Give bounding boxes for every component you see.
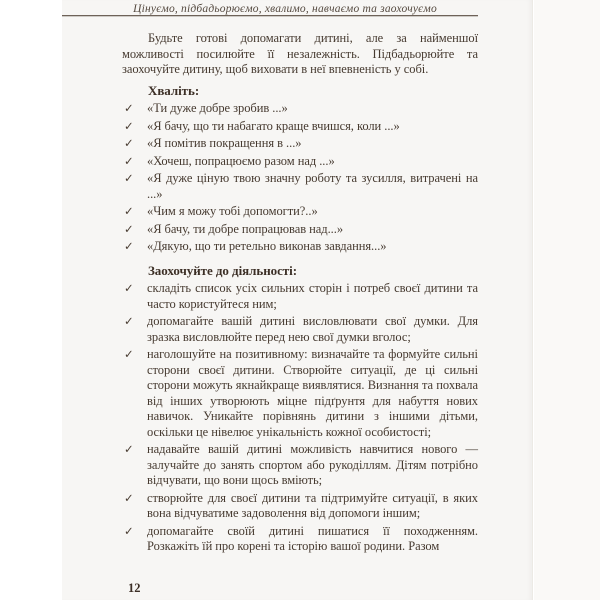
list-item <box>122 491 478 522</box>
check-icon: ✓ <box>124 118 134 133</box>
list-item-text: надавайте вашій дитині можливість навчитися нового — залучайте до занять спортом або рукоділлям. Дітям потрібно відчувати, що вони щось вміють; <box>147 442 478 487</box>
list-item <box>122 119 478 135</box>
list-item <box>122 101 478 117</box>
list-item <box>122 154 478 170</box>
page-number: 12 <box>128 581 141 595</box>
check-icon: ✓ <box>124 101 134 115</box>
check-icon: ✓ <box>124 136 134 150</box>
check-icon: ✓ <box>124 281 134 295</box>
list-item <box>122 442 478 489</box>
list-item-text: «Чим я можу тобі допомогти?..» <box>147 204 318 218</box>
check-icon: ✓ <box>124 442 134 456</box>
list-item-text: допомагайте вашій дитині висловлювати свої думки. Для зразка висловлюйте перед нею свої думки вголос; <box>147 314 478 344</box>
list-item-text: «Я помітив покращення в ...» <box>147 136 302 150</box>
list-item <box>122 347 478 440</box>
list-item <box>122 524 478 555</box>
list-item <box>122 204 478 220</box>
check-icon: ✓ <box>124 523 134 538</box>
list-item-text: допомагайте своїй дитині пишатися її походженням. Розкажіть їй про корені та історію вашої родини. Разом <box>147 523 478 553</box>
check-icon: ✓ <box>124 171 134 185</box>
praise-heading: Хваліть: <box>148 82 200 98</box>
list-item <box>122 136 478 152</box>
list-item-text: «Ти дуже добре зробив ...» <box>147 101 288 115</box>
book-page <box>62 0 533 600</box>
scan-right-margin <box>534 0 600 600</box>
list-item-text: «Я дуже ціную твою значну роботу та зусилля, витрачені на ...» <box>147 171 478 201</box>
check-icon: ✓ <box>124 153 134 168</box>
list-item-text: «Я бачу, ти добре попрацював над...» <box>147 221 344 236</box>
list-item <box>122 314 478 345</box>
check-icon: ✓ <box>124 221 134 236</box>
list-item-text: створюйте для своєї дитини та підтримуйте ситуації, в яких вона відчуватиме задоволення від допомоги іншим; <box>147 490 478 520</box>
list-item <box>122 281 478 312</box>
list-item <box>122 239 478 255</box>
list-item-text: «Хочеш, попрацюємо разом над ...» <box>147 153 335 168</box>
header-rule <box>62 15 478 16</box>
running-header: Цінуємо, підбадьорюємо, хвалимо, навчаємо та заохочуємо <box>133 3 437 15</box>
check-icon: ✓ <box>124 314 134 328</box>
check-icon: ✓ <box>124 347 134 361</box>
list-item <box>122 171 478 202</box>
encourage-heading: Заохочуйте до діяльності: <box>148 262 297 278</box>
list-item-text: «Дякую, що ти ретельно виконав завдання...» <box>147 239 387 253</box>
list-item-text: складіть список усіх сильних сторін і потреб своєї дитини та часто користуйтеся ним; <box>147 281 478 311</box>
check-icon: ✓ <box>124 490 134 505</box>
list-item-text: «Я бачу, що ти набагато краще вчишся, коли ...» <box>147 118 400 133</box>
page-content <box>122 31 478 557</box>
list-item-text: наголошуйте на позитивному: визначайте та формуйте сильні сторони своєї дитини. Створюйте ситуації, де ці сильні сторони можуть якнайкраще виявлятися. Визнання та похвала від інших утворюють міцне підґрунтя для набуття нових навичок. Уникайте порівнянь дитини з іншими дітьми, оскільки це нівелює унікальність кожної особистості; <box>147 347 478 439</box>
check-icon: ✓ <box>124 204 134 218</box>
check-icon: ✓ <box>124 239 134 253</box>
intro-paragraph: Будьте готові допомагати дитині, але за найменшої можливості посилюйте її незалежність. Підбадьорюйте та заохочуйте дитину, щоб виховати в неї впевненість у собі. <box>122 31 478 76</box>
list-item <box>122 222 478 238</box>
